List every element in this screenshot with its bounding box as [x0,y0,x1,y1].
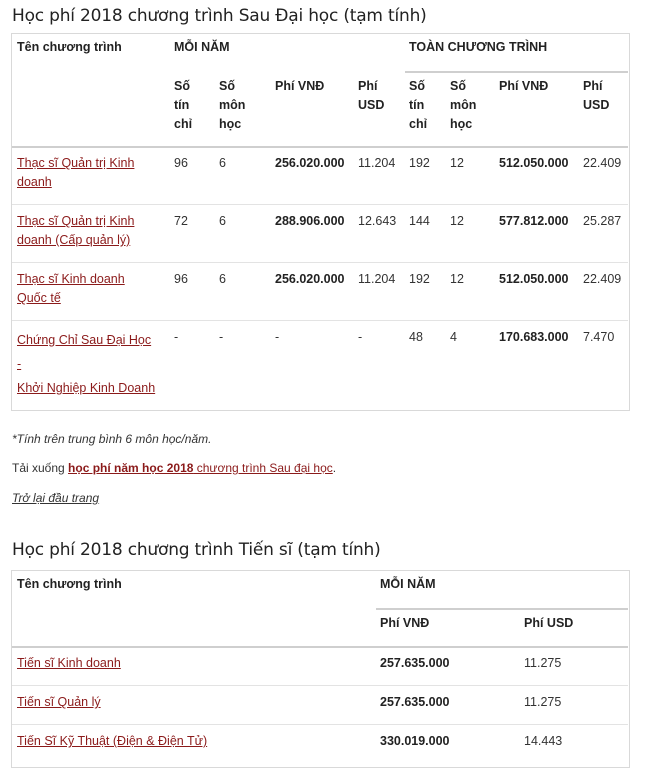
download-link-bold: học phí năm học 2018 [68,461,194,475]
year-courses: 6 [219,272,226,286]
col-total-vnd: Phí VNĐ [499,79,549,93]
year-courses: 6 [219,156,226,170]
phd-subheader-divider [376,608,628,610]
total-courses: 12 [450,214,464,228]
total-courses: 12 [450,272,464,286]
total-courses: 4 [450,330,457,344]
total-vnd: 512.050.000 [499,272,569,286]
year-usd: - [358,330,363,344]
program-link[interactable]: Thạc sĩ Quản trị Kinh doanh [17,156,135,189]
grad-group-total: TOÀN CHƯƠNG TRÌNH [409,40,548,54]
year-credits: - [174,330,179,344]
total-vnd: 512.050.000 [499,156,569,170]
phd-usd: 11.275 [524,656,562,670]
year-courses: 6 [219,214,226,228]
grad-col-program: Tên chương trình [17,40,122,54]
back-to-top-link[interactable]: Trở lại đầu trang [12,491,100,505]
year-courses: - [219,330,224,344]
footnote: *Tính trên trung bình 6 môn học/năm. [12,432,212,446]
grad-section-title: Học phí 2018 chương trình Sau Đại học (tạm tính) [12,6,427,26]
download-prefix: Tải xuống [12,461,69,475]
total-usd: 22.409 [583,156,622,170]
col-total-credits: Số tín chỉ [409,79,428,131]
phd-col-vnd: Phí VNĐ [380,616,430,630]
total-credits: 192 [409,272,430,286]
col-year-vnd: Phí VNĐ [275,79,325,93]
total-courses: 12 [450,156,464,170]
col-year-usd: Phí USD [358,79,385,112]
year-vnd: 256.020.000 [275,272,345,286]
col-total-usd: Phí USD [583,79,610,112]
phd-header-divider [12,646,628,648]
col-year-courses: Số môn học [219,79,246,131]
year-vnd: 288.906.000 [275,214,345,228]
download-link-rest: chương trình Sau đại học [193,461,333,475]
row-divider [12,320,628,321]
col-total-courses: Số môn học [450,79,477,131]
row-divider [12,262,628,263]
total-credits: 144 [409,214,430,228]
grad-group-per-year: MỖI NĂM [174,40,230,54]
year-credits: 72 [174,214,188,228]
download-line [12,461,336,475]
phd-program-link[interactable]: Tiến Sĩ Kỹ Thuật (Điện & Điện Tử) [17,734,208,748]
program-link[interactable]: Thạc sĩ Quản trị Kinh doanh (Cấp quản lý) [17,214,135,247]
total-usd: 7.470 [583,330,615,344]
download-fee-link[interactable] [68,461,333,475]
grad-header-divider [12,146,628,148]
grad-subheader-divider [405,71,628,73]
phd-vnd: 257.635.000 [380,695,450,709]
year-usd: 11.204 [358,272,396,286]
row-divider [12,724,628,725]
phd-col-usd: Phí USD [524,616,574,630]
phd-usd: 11.275 [524,695,562,709]
phd-section-title: Học phí 2018 chương trình Tiến sĩ (tạm tính) [12,540,381,560]
phd-usd: 14.443 [524,734,563,748]
phd-vnd: 330.019.000 [380,734,450,748]
year-usd: 12.643 [358,214,397,228]
total-usd: 25.287 [583,214,622,228]
program-link[interactable]: Thạc sĩ Kinh doanh Quốc tế [17,272,125,305]
year-credits: 96 [174,156,188,170]
row-divider [12,204,628,205]
row-divider [12,685,628,686]
total-vnd: 170.683.000 [499,330,569,344]
year-usd: 11.204 [358,156,396,170]
year-credits: 96 [174,272,188,286]
col-year-credits: Số tín chỉ [174,79,193,131]
phd-program-link[interactable]: Tiến sĩ Kinh doanh [17,656,121,670]
program-link[interactable]: Chứng Chỉ Sau Đại Học - Khởi Nghiệp Kinh Doanh [17,333,156,395]
total-usd: 22.409 [583,272,622,286]
total-credits: 192 [409,156,430,170]
year-vnd: - [275,330,280,344]
total-credits: 48 [409,330,423,344]
total-vnd: 577.812.000 [499,214,569,228]
year-vnd: 256.020.000 [275,156,345,170]
download-end: . [332,461,337,475]
phd-vnd: 257.635.000 [380,656,450,670]
phd-col-program: Tên chương trình [17,577,122,591]
phd-program-link[interactable]: Tiến sĩ Quản lý [17,695,101,709]
phd-group-per-year: MỖI NĂM [380,577,436,591]
